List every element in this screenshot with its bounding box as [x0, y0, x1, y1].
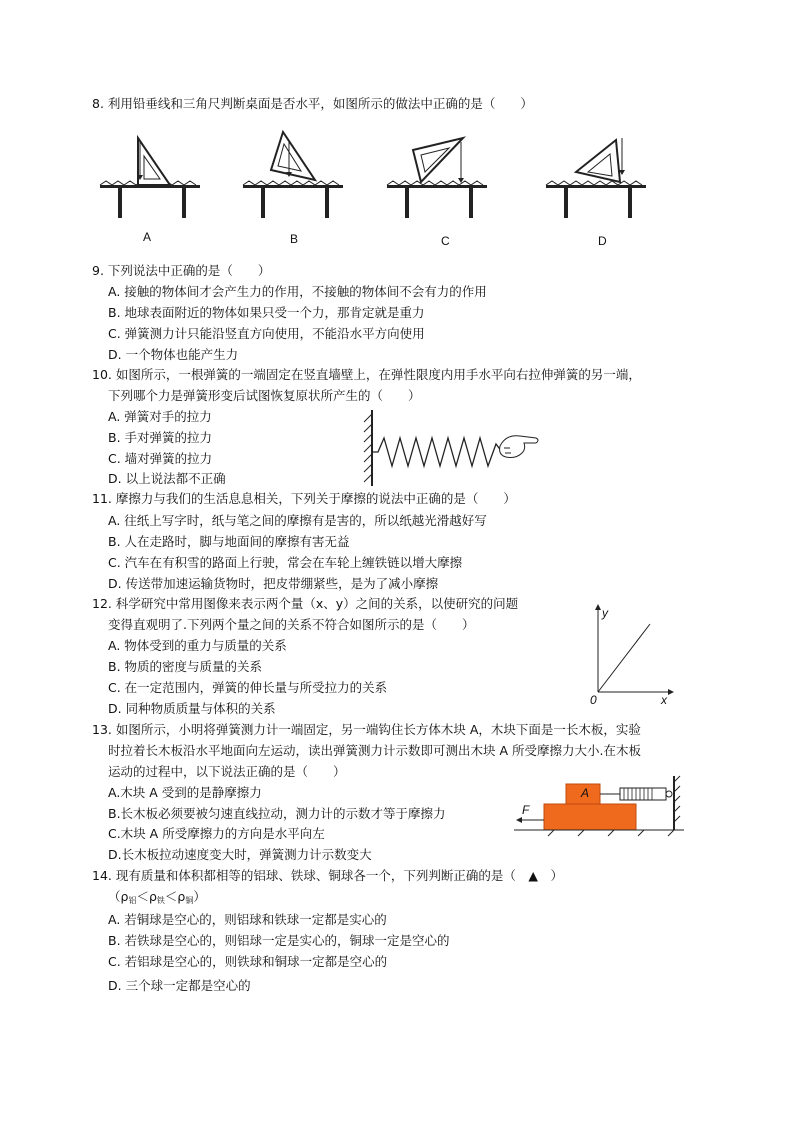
q13-force-label: F: [522, 803, 530, 817]
q12-option-b: B. 物质的密度与质量的关系: [108, 659, 263, 674]
q8-figure-b: [243, 130, 343, 220]
q11-option-d: D. 传送带加速运输货物时，把皮带绷紧些，是为了减小摩擦: [108, 576, 439, 591]
q8-figure-c: [387, 130, 487, 220]
q13-option-c: C.木块 A 所受摩擦力的方向是水平向左: [108, 826, 325, 841]
q9-option-c: C. 弹簧测力计只能沿竖直方向使用，不能沿水平方向使用: [108, 326, 425, 341]
q11-option-b: B. 人在走路时，脚与地面间的摩擦有害无益: [108, 534, 350, 549]
q8-label-a: A: [143, 230, 152, 244]
q13-stem-line3: 运动的过程中，以下说法正确的是（ ）: [108, 764, 346, 779]
q11-option-c: C. 汽车在有积雪的路面上行驶，常会在车轮上缠铁链以增大摩擦: [108, 555, 463, 570]
q9-option-b: B. 地球表面附近的物体如果只受一个力，那肯定就是重力: [108, 305, 425, 320]
q8-label-b: B: [290, 232, 299, 246]
q12-option-d: D. 同种物质质量与体积的关系: [108, 701, 276, 716]
q12-origin-label: 0: [590, 693, 597, 707]
q14-option-a: A. 若铜球是空心的，则铝球和铁球一定都是实心的: [108, 912, 387, 927]
q14-option-b: B. 若铁球是空心的，则铝球一定是实心的，铜球一定是空心的: [108, 933, 450, 948]
q12-axis-y-label: y: [602, 606, 608, 620]
q8-stem: 8. 利用铅垂线和三角尺判断桌面是否水平，如图所示的做法中正确的是（ ）: [92, 96, 533, 111]
q10-option-c: C. 墙对弹簧的拉力: [108, 451, 213, 466]
q13-option-a: A.木块 A 受到的是静摩擦力: [108, 785, 262, 800]
q13-stem-line1: 13. 如图所示，小明将弹簧测力计一端固定，另一端钩住长方体木块 A，木块下面是一长木板，实验: [92, 722, 641, 737]
q13-stem-line2: 时拉着长木板沿水平地面向左运动，读出弹簧测力计示数即可测出木块 A 所受摩擦力大小.在木板: [108, 743, 641, 758]
q10-option-a: A. 弹簧对手的拉力: [108, 409, 212, 424]
q8-figure-d: [546, 130, 646, 220]
q13-board-figure: [514, 776, 684, 836]
q10-stem-line2: 下列哪个力是弹簧形变后试图恢复原状所产生的（ ）: [108, 388, 421, 403]
q8-figure-a: [100, 130, 200, 220]
q14-density-condition: $(\rho_铝<\rho_铁<\rho_铜)$: [108, 889, 206, 905]
q12-stem-line1: 12. 科学研究中常用图像来表示两个量（x、y）之间的关系，以使研究的问题: [92, 596, 519, 611]
q10-stem-line1: 10. 如图所示，一根弹簧的一端固定在竖直墙壁上，在弹性限度内用手水平向右拉伸弹簧的另一端，: [92, 367, 641, 382]
q13-option-d: D.长木板拉动速度变大时，弹簧测力计示数变大: [108, 847, 372, 862]
q9-stem: 9. 下列说法中正确的是（ ）: [92, 263, 271, 278]
q10-spring-figure: [362, 410, 542, 486]
q14-option-d: D. 三个球一定都是空心的: [108, 978, 251, 993]
q13-block-label: A: [581, 786, 590, 800]
q9-option-a: A. 接触的物体间才会产生力的作用，不接触的物体间不会有力的作用: [108, 284, 487, 299]
q9-option-d: D. 一个物体也能产生力: [108, 347, 239, 362]
q10-option-b: B. 手对弹簧的拉力: [108, 430, 213, 445]
q12-option-a: A. 物体受到的重力与质量的关系: [108, 638, 287, 653]
q10-option-d: D. 以上说法都不正确: [108, 471, 226, 486]
q13-option-b: B.长木板必须要被匀速直线拉动，测力计的示数才等于摩擦力: [108, 806, 446, 821]
q8-label-c: C: [441, 234, 450, 248]
q11-option-a: A. 往纸上写字时，纸与笔之间的摩擦有是害的，所以纸越光滑越好写: [108, 513, 487, 528]
q12-axis-x-label: x: [661, 693, 667, 707]
q8-label-d: D: [598, 234, 607, 248]
q12-stem-line2: 变得直观明了.下列两个量之间的关系不符合如图所示的是（ ）: [108, 617, 475, 632]
q14-option-c: C. 若铝球是空心的，则铁球和铜球一定都是空心的: [108, 954, 388, 969]
q12-option-c: C. 在一定范围内，弹簧的伸长量与所受拉力的关系: [108, 680, 388, 695]
q14-stem: 14. 现有质量和体积都相等的铝球、铁球、铜球各一个，下列判断正确的是（ ▲ ）: [92, 868, 563, 883]
q11-stem: 11. 摩擦力与我们的生活息息相关，下列关于摩擦的说法中正确的是（ ）: [92, 491, 516, 506]
